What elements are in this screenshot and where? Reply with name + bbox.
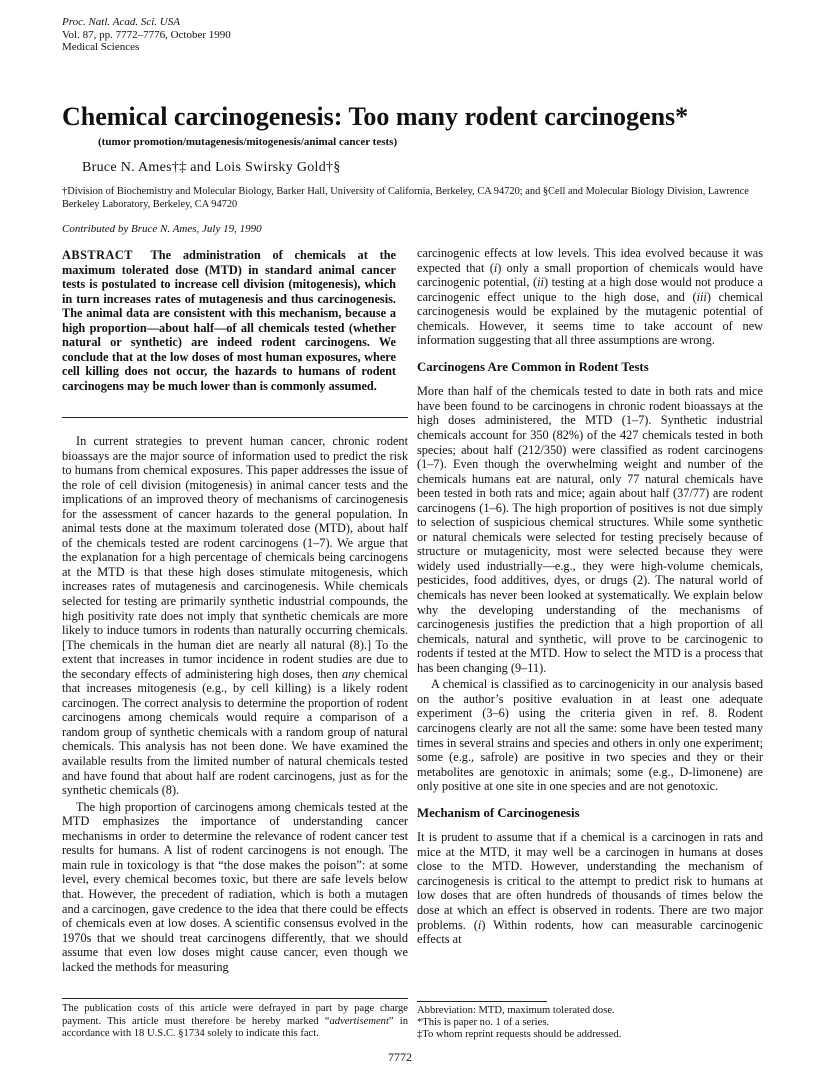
paragraph-intro: In current strategies to prevent human cancer, chronic rodent bioassays are the major source of information used to predict the risk to humans from chemical exposures. This paper addresses the issue of the role of cell division (mitogenesis) in animal cancer tests and the implications of an improved theory of mechanisms of carcinogenesis for the assessment of cancer hazards to the general population. In animal tests done at the maximum tolerated dose (MTD), about half of the chemicals tested are rodent carcinogens (1–7). We argue that the explanation for a high percentage of chemicals being carcinogens at the MTD is that these high doses stimulate mitogenesis, which increases rates of mutagenesis and carcinogenesis. While chemicals selected for testing are primarily synthetic industrial compounds, the high positivity rate does not imply that synthetic chemicals are more likely to induce tumors in rodents than naturally occurring chemicals. [The chemicals in the human diet are nearly all natural (8).] To the extent that increases in tumor incidence in rodent studies are due to the secondary effects of administering high doses, then any chemical that increases mitogenesis (e.g., by cell killing) is a likely rodent carcinogen. The correct analysis to determine the proportion of rodent carcinogens among chemicals would require a comparison of a random group of synthetic chemicals with a random group of natural chemicals. This analysis has not been done. We have examined the available results from the limited number of natural chemicals tested and have found that about half are rodent carcinogens, just as for the synthetic chemicals (8). [62,434,408,798]
page-number: 7772 [388,1050,412,1064]
footnote-reprint: ‡To whom reprint requests should be addressed. [417,1029,622,1041]
section-name: Medical Sciences [62,41,140,53]
journal-name: Proc. Natl. Acad. Sci. USA [62,16,180,28]
abstract-label: ABSTRACT [62,248,133,262]
contributed-line: Contributed by Bruce N. Ames, July 19, 1990 [62,223,262,235]
volume-line: Vol. 87, pp. 7772–7776, October 1990 [62,28,231,41]
publication-cost-note: The publication costs of this article were defrayed in part by page charge payment. This article must therefore be hereby marked “advertisement” in accordance with 18 U.S.C. §1734 solely to indicate this fact. [62,1003,409,1039]
footnotes-right [417,1005,763,1042]
section-heading-mechanism: Mechanism of Carcinogenesis [417,805,580,820]
paragraph-mechanism: It is prudent to assume that if a chemical is a carcinogen in rats and mice at the MTD, it may well be a carcinogen in humans at doses close to the MTD. However, understanding the mechanism of carcinogenesis is critical to the attempt to predict risk to humans at low doses that are often hundreds of thousands of times below the dose at which an effect is observed in rodents. There are two major problems. (i) Within rodents, how can measurable carcinogenic effects at [417,830,763,947]
abstract [62,248,396,393]
journal-header [62,16,231,54]
right-column [417,246,763,947]
paragraph-continued: carcinogenic effects at low levels. This idea evolved because it was expected that (i) only a small proportion of chemicals would have carcinogenic potential, (ii) testing at a high dose would not produce a carcinogenic effect unique to the high dose, and (iii) chemical carcinogenesis would be explained by the mutagenic potential of chemicals. However, it seems time to take account of new information suggesting that all three assumptions are wrong. [417,246,764,348]
footnote-divider-left [62,998,408,999]
paragraph-classification: A chemical is classified as to carcinogenicity in our analysis based on the author’s positive evaluation in at least one adequate experiment (3–6) using the criteria given in ref. 8. Rodent carcinogens clearly are not all the same: some have been tested many times in several strains and species and others in only one experiment; some (e.g., safrole) are positive in two species and they or their metabolites are genotoxic in animals; some (e.g., D-limonene) are only positive at one site in one species and are not genotoxic. [417,677,763,794]
footnote-abbreviation: Abbreviation: MTD, maximum tolerated dose. [417,1005,615,1016]
abstract-text: The administration of chemicals at the maximum tolerated dose (MTD) in standard animal cancer tests is postulated to increase cell division (mitogenesis), which in turn increases rates of mutagenesis and thus carcinogenesis. The animal data are consistent with this mechanism, because a high proportion—about half—of all chemicals tested (whether natural or synthetic) are indeed rodent carcinogens. We conclude that at the low doses of most human exposures, where cell killing does not occur, the hazards to humans of rodent carcinogens may be much lower than is commonly assumed. [62,248,396,393]
paragraph-mtd: The high proportion of carcinogens among chemicals tested at the MTD emphasizes the importance of understanding cancer mechanisms in order to determine the relevance of rodent cancer test results for humans. A list of rodent carcinogens is not enough. The main rule in toxicology is that “the dose makes the poison”: at some level, every chemical becomes toxic, but there are safe levels below that. However, the precedent of radiation, which is both a mutagen and a carcinogen, gave credence to the idea that there could be effects of chemicals even at low doses. A scientific consensus evolved in the 1970s that we should treat carcinogens differently, that we should assume that even low doses might cause cancer, even though we lacked the methods for measuring [62,799,408,974]
left-column [62,434,408,974]
footnote-series: *This is paper no. 1 of a series. [417,1017,550,1029]
article-title: Chemical carcinogenesis: Too many rodent carcinogens* [62,102,689,131]
section-heading-carcinogens: Carcinogens Are Common in Rodent Tests [417,359,649,374]
paragraph-carcinogens: More than half of the chemicals tested to date in both rats and mice have been found to be carcinogens in chronic rodent bioassays at the high doses administered, the MTD (1–7). Synthetic industrial chemicals account for 350 (82%) of the 427 chemicals tested in both species; about half (212/350) were classified as rodent carcinogens (1–7). Even though the overwhelming weight and number of the chemicals humans eat are natural, only 77 natural chemicals have been tested in both rats and mice; again about half (37/77) are rodent carcinogens (1–6). The high proportion of positives is not due simply to selection of suspicious chemical structures. While some synthetic or natural chemicals were selected for testing precisely because of structure or mutagenicity, most were selected because they were widely used industrially—e.g., they were high-volume chemicals, pesticides, food additives, dyes, or drugs (2). The natural world of chemicals has never been looked at systematically. We explain below why the developing understanding of the mechanisms of carcinogenesis justifies the prediction that a high proportion of all chemicals, natural and synthetic, will prove to be carcinogenic to rodents if tested at the MTD. How to select the MTD is a process that has been changing (9–11). [417,384,763,675]
authors: Bruce N. Ames†‡ and Lois Swirsky Gold†§ [82,160,341,175]
abstract-divider [62,417,408,418]
affiliations: †Division of Biochemistry and Molecular Biology, Barker Hall, University of California, Berkeley, CA 94720; and §Cell and Molecular Biology Division, Lawrence Berkeley Laboratory, Berkeley, CA 94720 [62,186,749,210]
footnote-divider-right [417,1001,547,1002]
keywords: (tumor promotion/mutagenesis/mitogenesis/animal cancer tests) [98,136,398,148]
